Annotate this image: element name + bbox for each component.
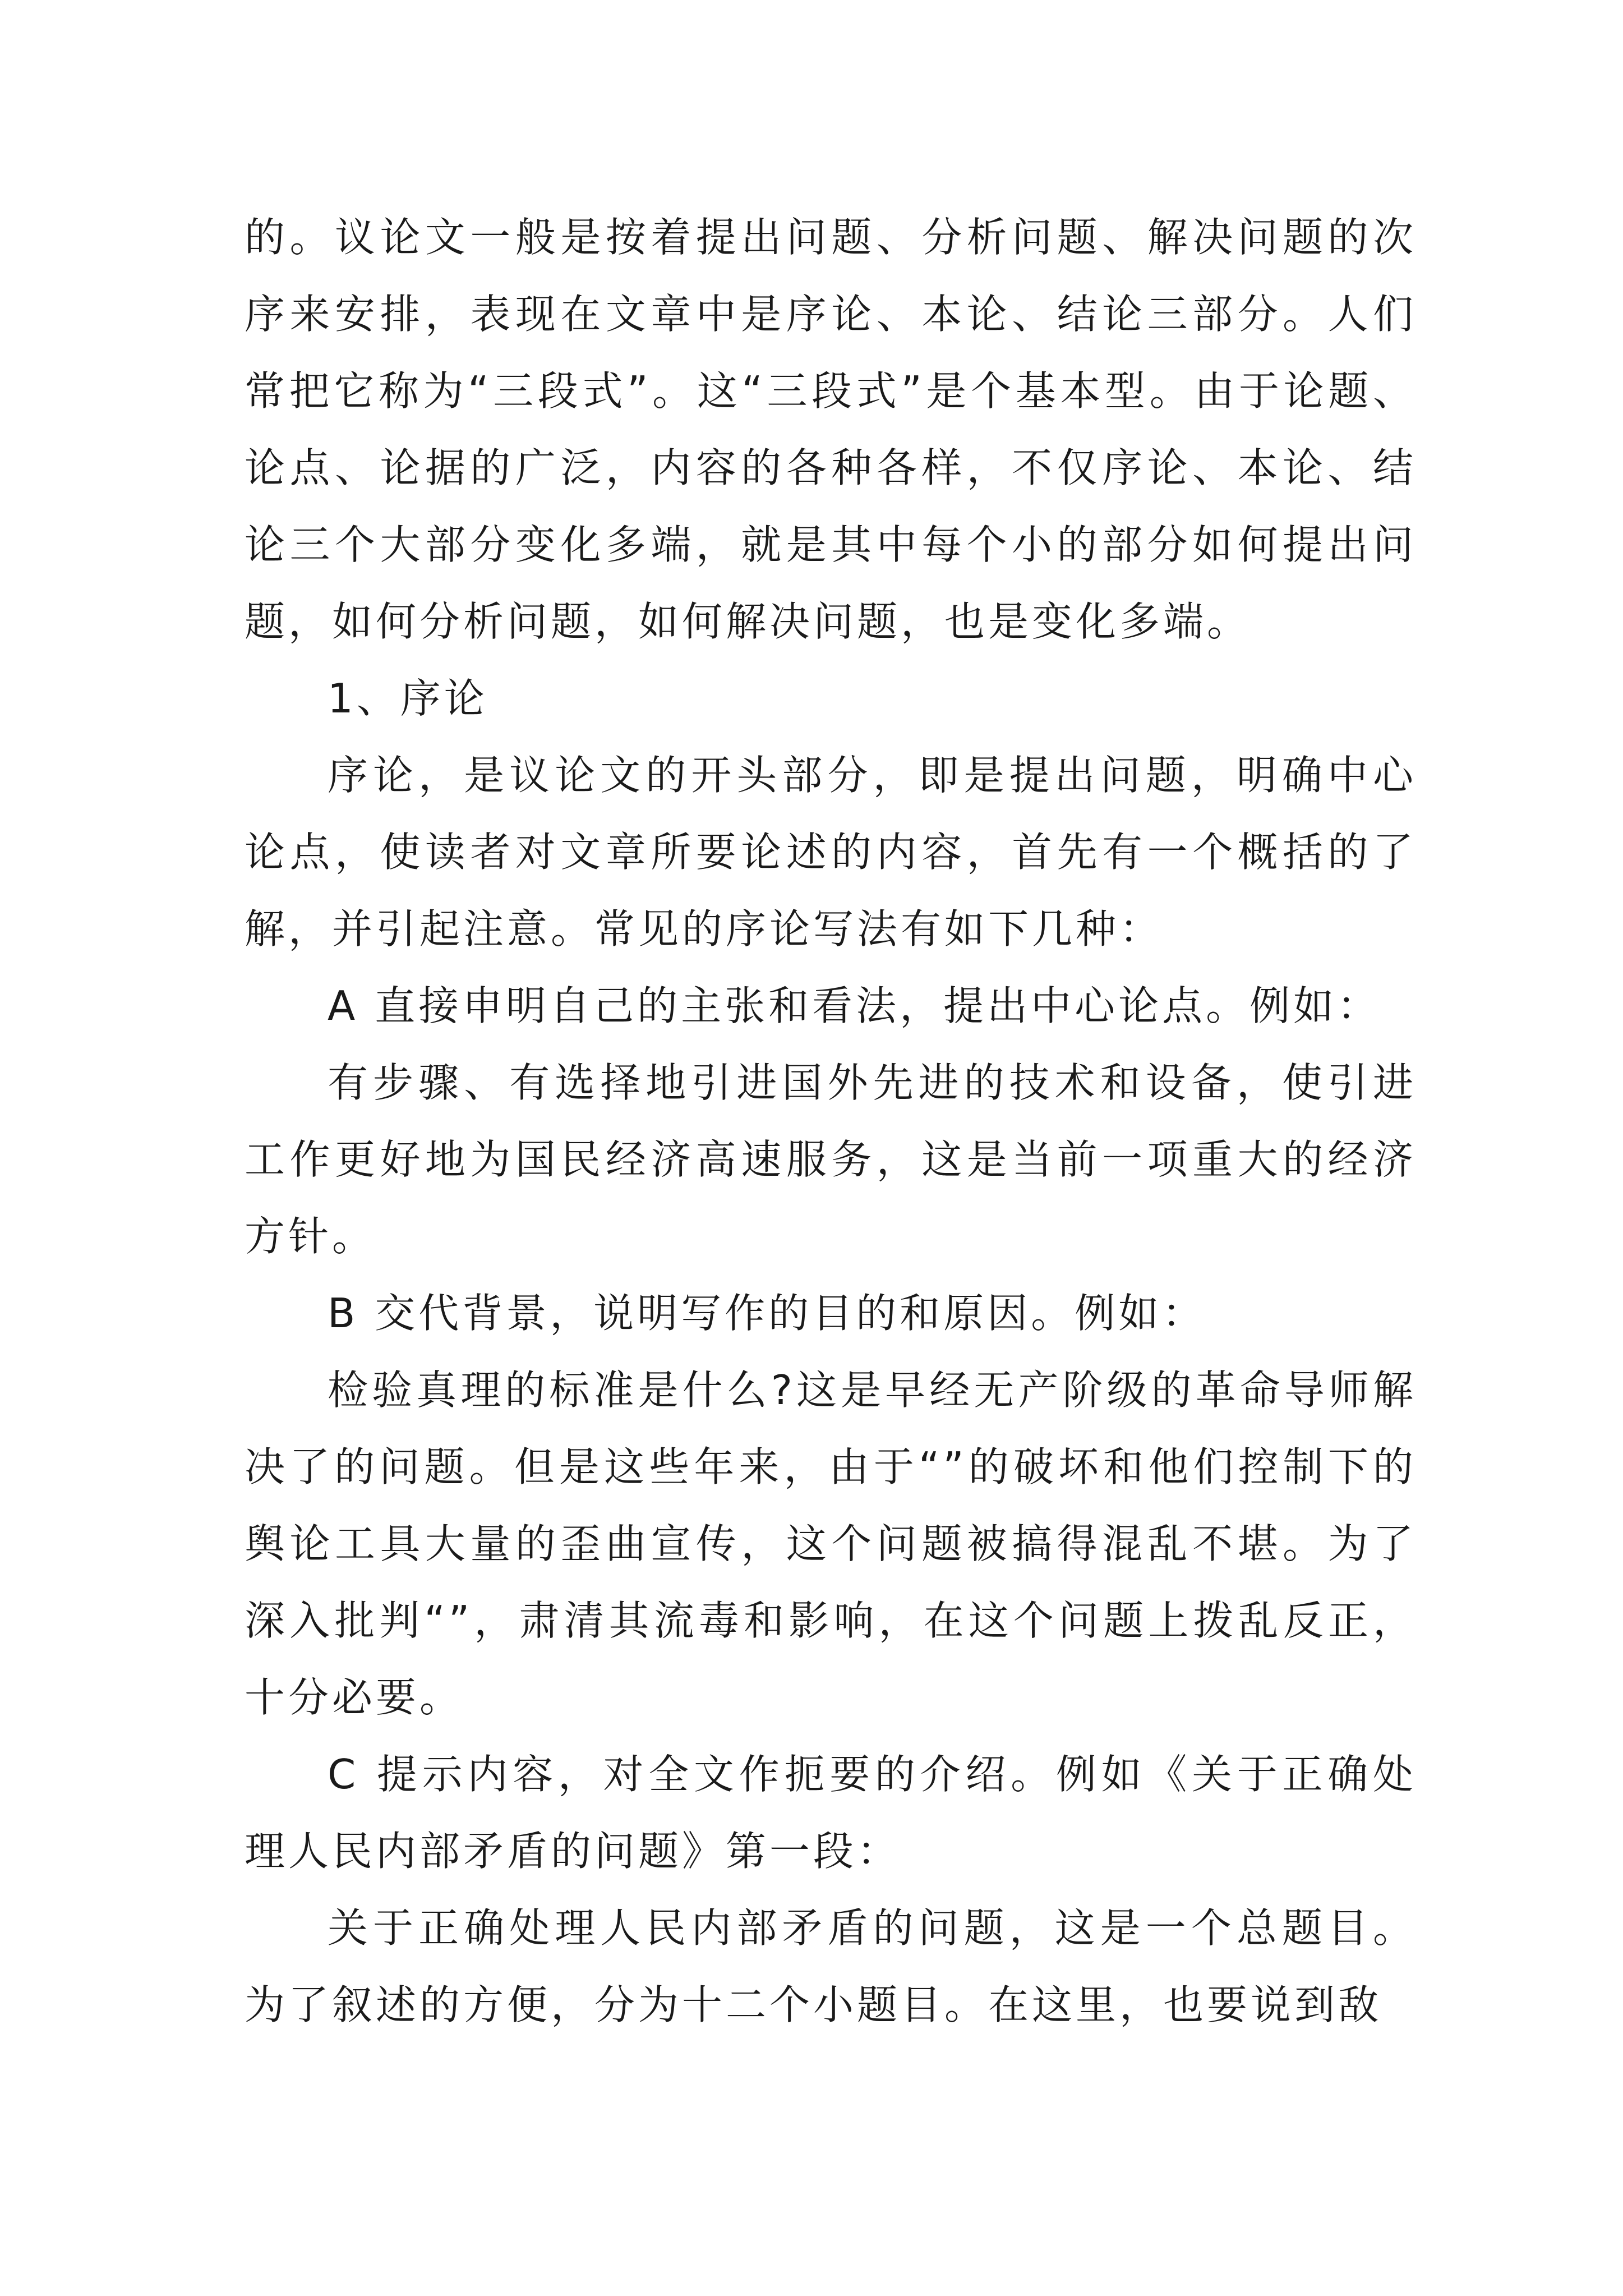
method-c-heading: C 提示内容，对全文作扼要的介绍。例如《关于正确处理人民内部矛盾的问题》第一段： [245,1751,1417,1875]
section-heading-preface: 1、序论 [328,675,488,722]
example-b: 检验真理的标准是什么?这是早经无产阶级的革命导师解决了的问题。但是这些年来，由于“”的破坏和他们控制下的舆论工具大量的歪曲宣传，这个问题被搞得混乱不堪。为了深入批判“”，肃清其流毒和影响，在这个问题上拨乱反正，十分必要。 [245,1366,1417,1721]
document-body [245,199,1417,2044]
method-b-heading: B 交代背景，说明写作的目的和原因。例如： [328,1290,1206,1337]
method-a-heading: A 直接申明自己的主张和看法，提出中心论点。例如： [328,982,1381,1029]
paragraph-1: 的。议论文一般是按着提出问题、分析问题、解决问题的次序来安排，表现在文章中是序论、本论、结论三部分。人们常把它称为“三段式”。这“三段式”是个基本型。由于论题、论点、论据的广泛，内容的各种各样，不仅序论、本论、结论三个大部分变化多端，就是其中每个小的部分如何提出问题，如何分析问题，如何解决问题，也是变化多端。 [245,214,1417,645]
example-c: 关于正确处理人民内部矛盾的问题，这是一个总题目。为了叙述的方便，分为十二个小题目。在这里，也要说到敌 [245,1904,1417,2028]
example-a: 有步骤、有选择地引进国外先进的技术和设备，使引进工作更好地为国民经济高速服务，这是当前一项重大的经济方针。 [245,1059,1417,1260]
paragraph-2: 序论，是议论文的开头部分，即是提出问题，明确中心论点，使读者对文章所要论述的内容，首先有一个概括的了解，并引起注意。常见的序论写法有如下几种： [245,752,1417,953]
